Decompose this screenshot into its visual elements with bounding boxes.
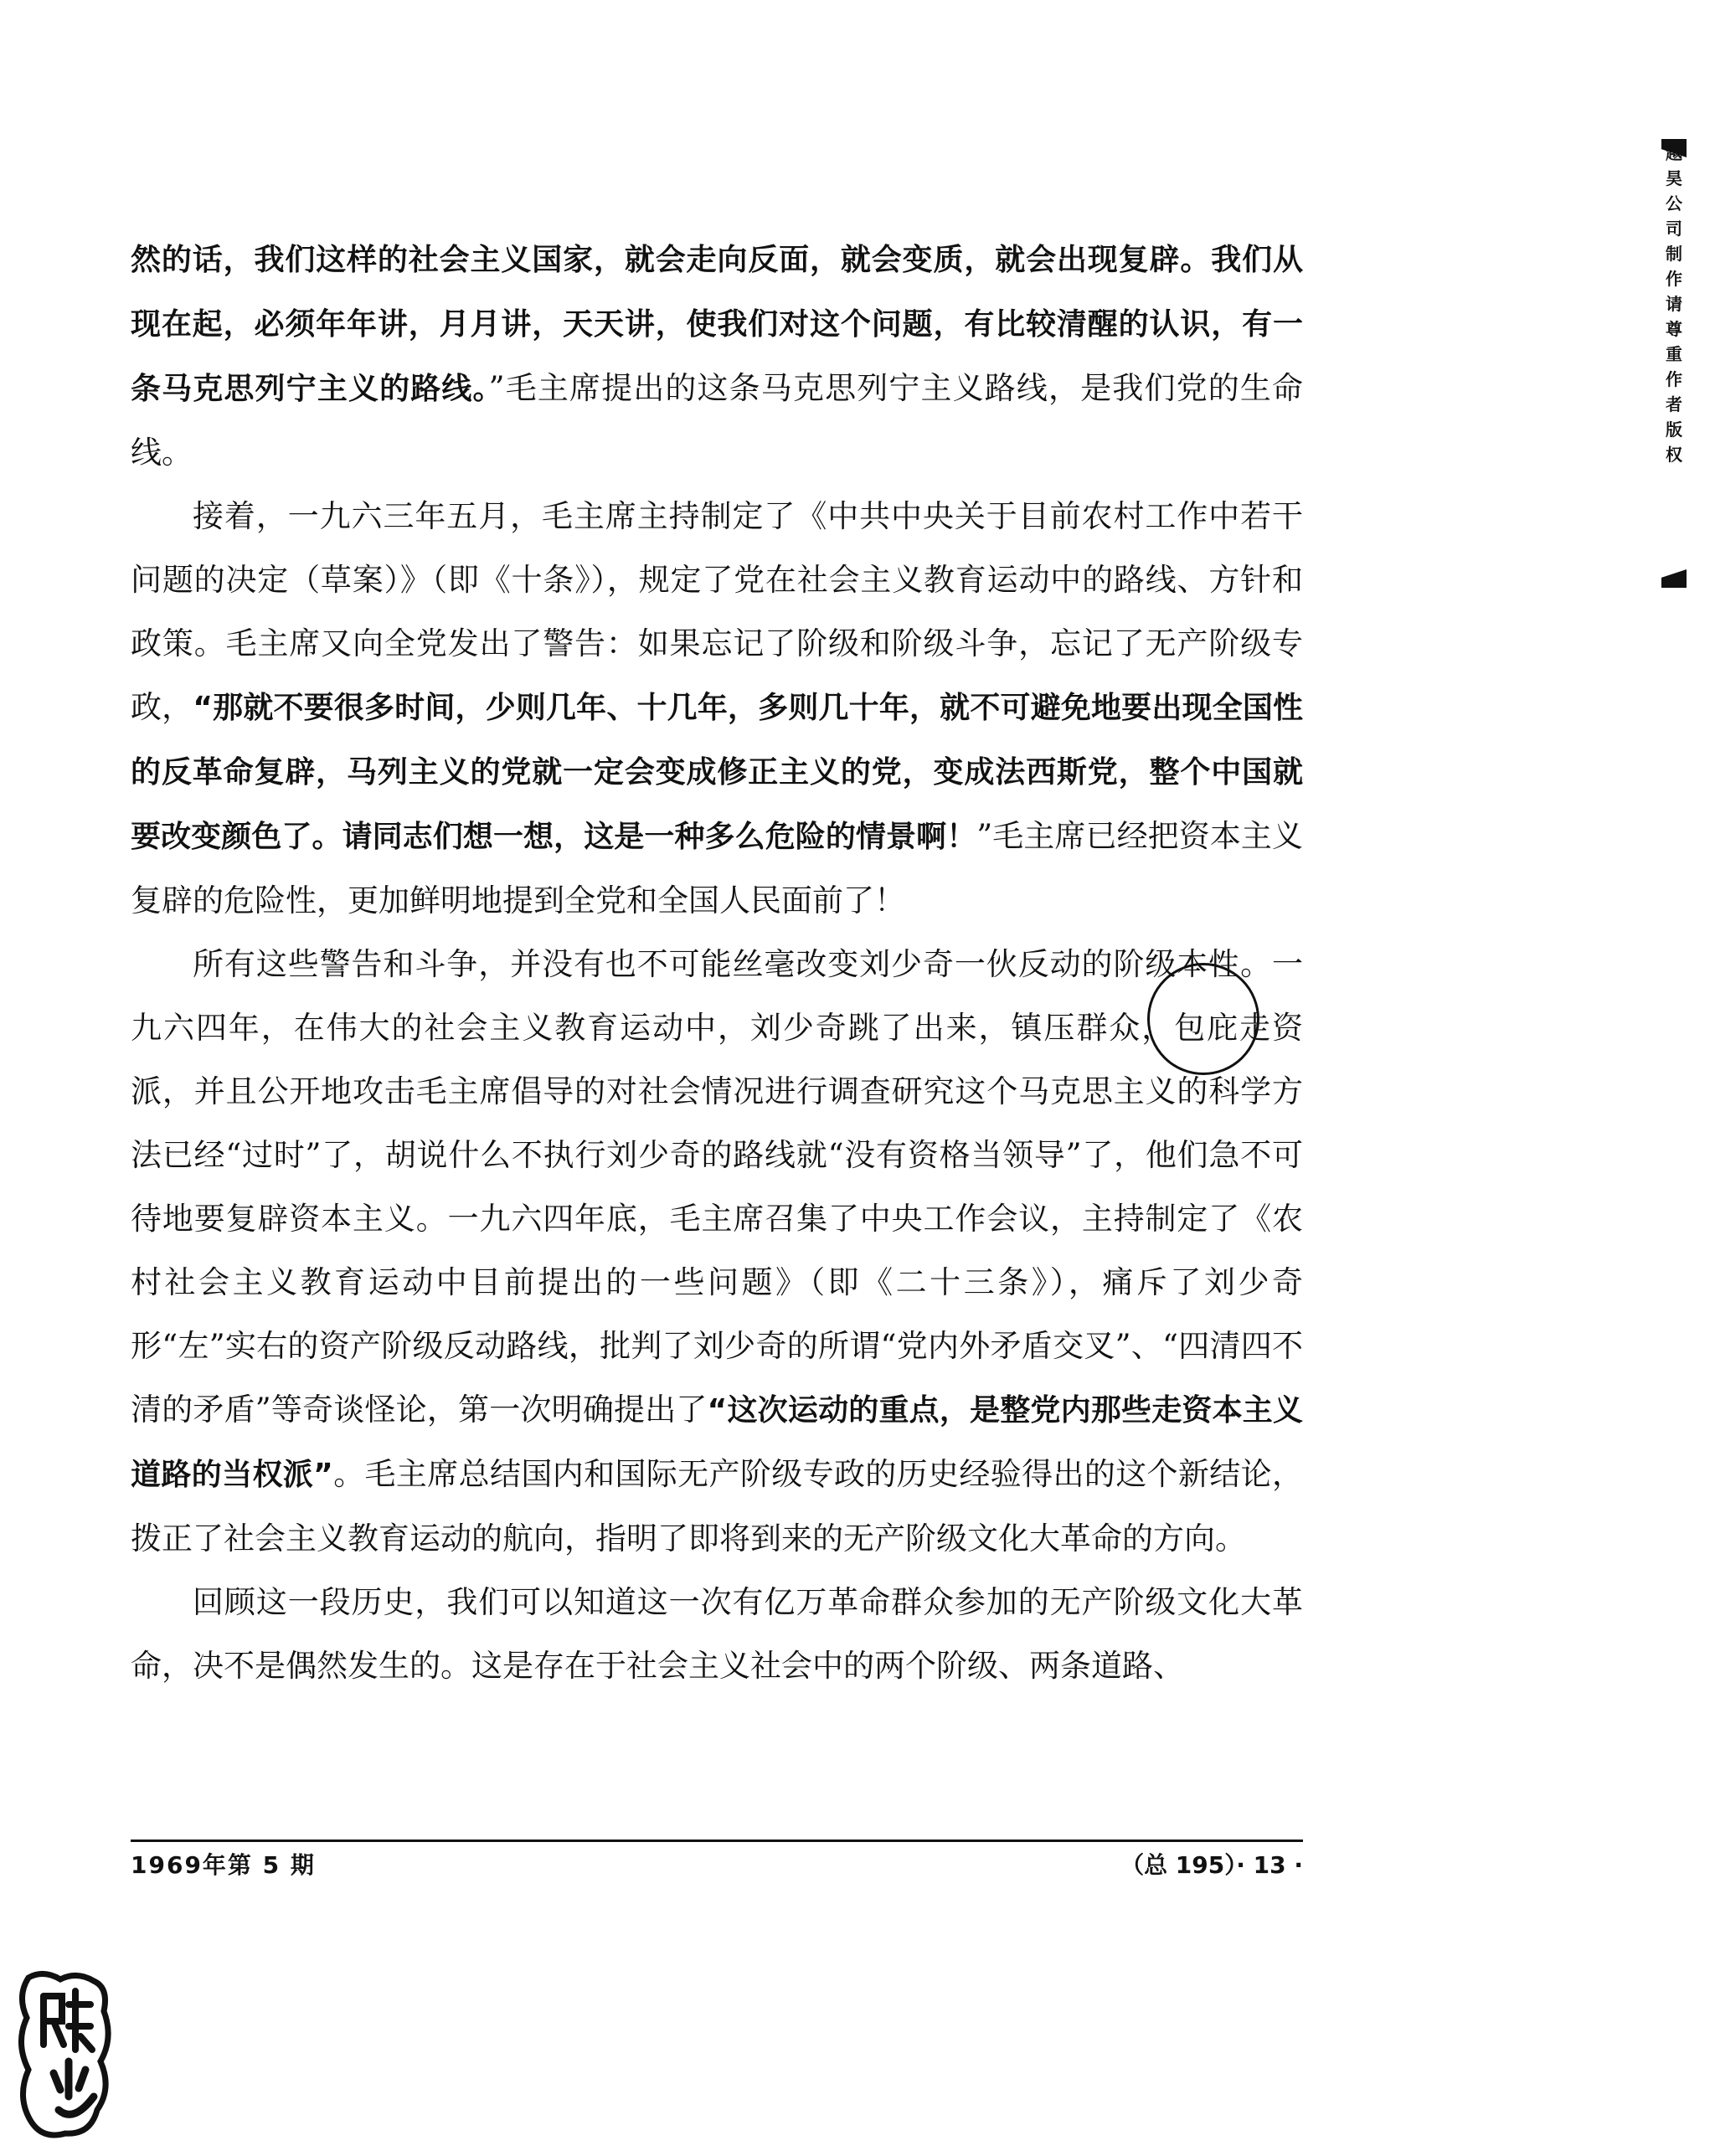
text-run: 回顾这一段历史，我们可以知道这一次有亿万革命群众参加的无产阶级文化大革命，决不是偶然发生的。这是存在于社会主义社会中的两个阶级、两条道路、 <box>131 1584 1303 1684</box>
hand-drawn-circle <box>1147 963 1259 1075</box>
copyright-notice: 越昊公司制作请尊重作者版权 <box>1666 143 1682 465</box>
issue-label: 1969年第 5 期 <box>131 1851 316 1879</box>
article-body <box>131 228 1303 1698</box>
paragraph-2 <box>131 485 1303 933</box>
text-run: 接着，一九六三年五月，毛主席主持制定了《中共中央关于目前农村工作中若干问题的决定（草案）》（即《十条》），规定了党在社会主义教育运动中的路线、方针和政策。毛主席又向全党发出了警告：如果忘记了阶级和阶级斗争，忘记了无产阶级专政， <box>131 498 1303 725</box>
text-run: ”毛主席提出的这条马克思列宁主义路线，是我们党的生命线。 <box>131 370 1303 471</box>
text-run: 。毛主席总结国内和国际无产阶级专政的历史经验得出的这个新结论，拨正了社会主义教育运动的航向，指明了即将到来的无产阶级文化大革命的方向。 <box>131 1456 1303 1557</box>
page-number: （总 195）· 13 · <box>1120 1851 1303 1879</box>
quote-bold: 然的话，我们这样的社会主义国家，就会走向反面，就会变质，就会出现复辟。我们从现在起，必须年年讲，月月讲，天天讲，使我们对这个问题，有比较清醒的认识，有一条马克思列宁主义的路线。 <box>131 243 1303 406</box>
paragraph-1 <box>131 228 1303 485</box>
side-bar-bottom <box>1661 569 1687 588</box>
text-run: ”毛主席已经把资本主义复辟的危险性，更加鲜明地提到全党和全国人民面前了！ <box>131 818 1303 918</box>
paragraph-4 <box>131 1571 1303 1698</box>
text-run: 所有这些警告和斗争，并没有也不可能丝毫改变刘少奇一伙反动的阶级本性。一九六四年，在伟大的社会主义教育运动中，刘少奇跳了出来，镇压群众，包庇走资派，并且公开地攻击毛主席倡导的对社会情况进行调查研究这个马克思主义的科学方法已经“过时”了，胡说什么不执行刘少奇的路线就“没有资格当领导”了，他们急不可待地要复辟资本主义。一九六四年底，毛主席召集了中央工作会议，主持制定了《农村社会主义教育运动中目前提出的一些问题》（即《二十三条》），痛斥了刘少奇形“左”实右的资产阶级反动路线，批判了刘少奇的所谓“党内外矛盾交叉”、“四清四不清的矛盾”等奇谈怪论，第一次明确提出了 <box>131 946 1303 1428</box>
quote-bold: “那就不要很多时间，少则几年、十几年，多则几十年，就不可避免地要出现全国性的反革命复辟，马列主义的党就一定会变成修正主义的党，变成法西斯党，整个中国就要改变颜色了。请同志们想一想，这是一种多么危险的情景啊！ <box>131 691 1303 854</box>
seal-stamp <box>10 1963 127 2147</box>
footer-rule <box>131 1840 1303 1842</box>
quote-bold: “这次运动的重点，是整党内那些走资本主义道路的当权派” <box>131 1393 1303 1492</box>
paragraph-3 <box>131 933 1303 1571</box>
